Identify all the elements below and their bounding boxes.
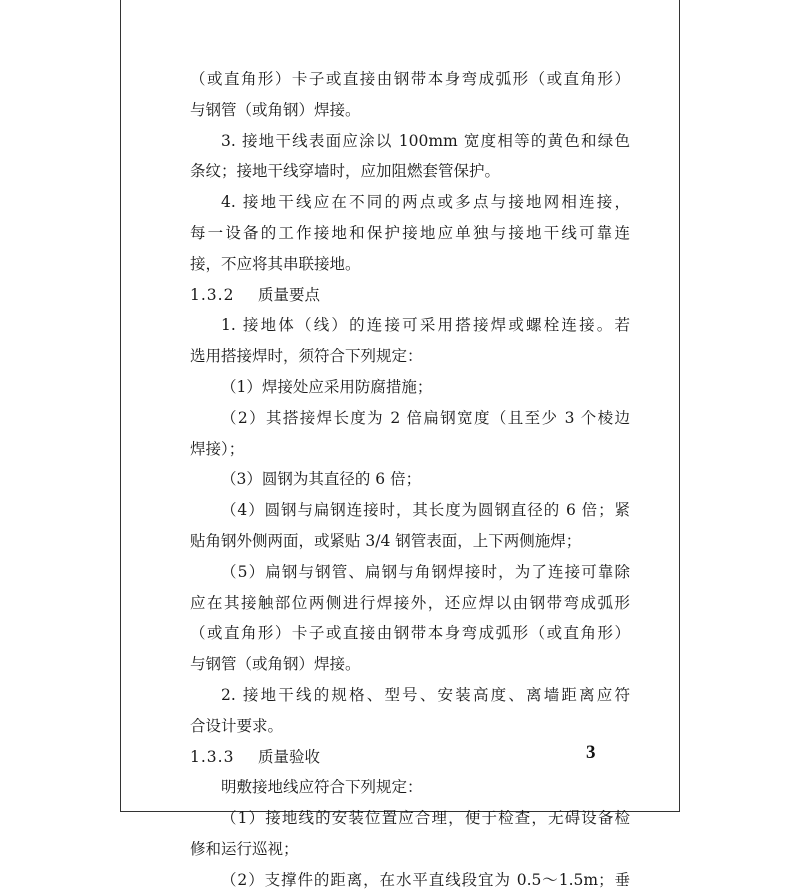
list-item: （2）支撑件的距离，在水平直线段宜为 0.5～1.5m；垂 bbox=[221, 870, 630, 889]
text-line: 与钢管（或角钢）焊接。 bbox=[190, 100, 361, 119]
text-line: （或直角形）卡子或直接由钢带本身弯成弧形（或直角形） bbox=[190, 624, 630, 643]
text-line: 修和运行巡视； bbox=[190, 839, 299, 858]
text-line: 每一设备的工作接地和保护接地应单独与接地干线可靠连 bbox=[190, 223, 630, 242]
section-number: 1.3.3 bbox=[190, 747, 235, 766]
text-line: 4. 接地干线应在不同的两点或多点与接地网相连接， bbox=[221, 193, 630, 212]
text-line: 3. 接地干线表面应涂以 100mm 宽度相等的黄色和绿色 bbox=[221, 131, 630, 150]
page-text bbox=[190, 64, 630, 896]
list-item: （3）圆钢为其直径的 6 倍； bbox=[221, 470, 422, 489]
text-line: 条纹；接地干线穿墙时，应加阻燃套管保护。 bbox=[190, 162, 501, 181]
section-title: 质量验收 bbox=[258, 747, 321, 766]
section-heading bbox=[190, 280, 630, 311]
text-line: 合设计要求。 bbox=[190, 716, 284, 735]
section-title: 质量要点 bbox=[258, 285, 321, 304]
text-line: 与钢管（或角钢）焊接。 bbox=[190, 655, 361, 674]
text-line: 1. 接地体（线）的连接可采用搭接焊或螺栓连接。若 bbox=[221, 316, 630, 335]
text-line: 应在其接触部位两侧进行焊接外，还应焊以由钢带弯成弧形 bbox=[190, 593, 630, 612]
page-number: 3 bbox=[586, 742, 596, 763]
text-line: 2. 接地干线的规格、型号、安装高度、离墙距离应符 bbox=[221, 685, 630, 704]
text-line: 焊接）； bbox=[190, 439, 245, 458]
section-number: 1.3.2 bbox=[190, 285, 235, 304]
text-line: （或直角形）卡子或直接由钢带本身弯成弧形（或直角形） bbox=[190, 70, 630, 88]
list-item: （4）圆钢与扁钢连接时，其长度为圆钢直径的 6 倍；紧 bbox=[221, 501, 630, 520]
list-item: （1）焊接处应采用防腐措施； bbox=[221, 377, 433, 396]
text-line: 接，不应将其串联接地。 bbox=[190, 254, 361, 273]
text-line: 选用搭接焊时，须符合下列规定： bbox=[190, 347, 423, 366]
list-item: （2）其搭接焊长度为 2 倍扁钢宽度（且至少 3 个棱边 bbox=[221, 408, 630, 427]
list-item: （1）接地线的安装位置应合理，便于检查，无碍设备检 bbox=[221, 809, 630, 828]
list-item: （5）扁钢与钢管、扁钢与角钢焊接时，为了连接可靠除 bbox=[221, 562, 630, 581]
text-line: 贴角钢外侧两面，或紧贴 3/4 钢管表面，上下两侧施焊； bbox=[190, 531, 582, 550]
text-line: 明敷接地线应符合下列规定： bbox=[221, 778, 423, 797]
section-heading bbox=[190, 742, 630, 773]
